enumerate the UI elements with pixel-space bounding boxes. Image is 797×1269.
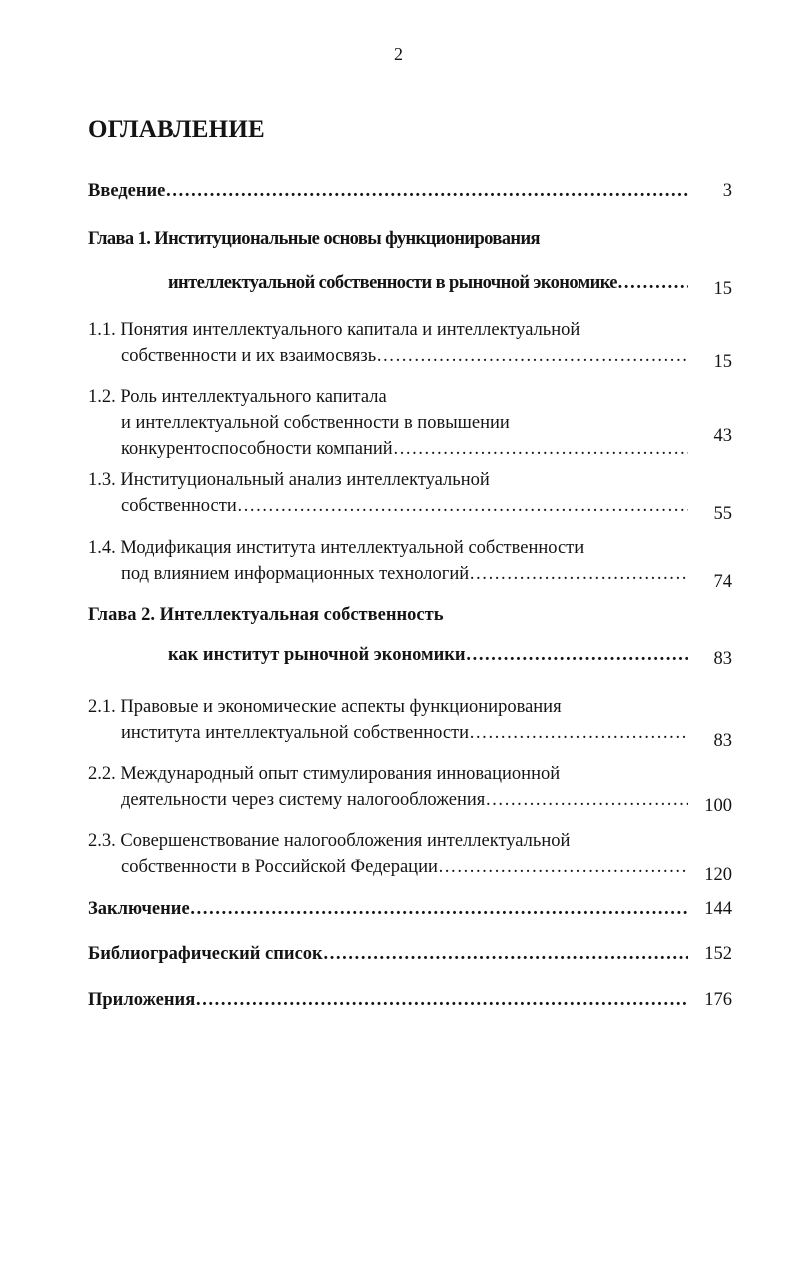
toc-page-number: 176 [704,990,732,1010]
toc-entry-text: собственности и их взаимосвязь ………………………………………………………………………………………………………………………………………………………………………………………… [121,343,688,369]
toc-entry-chapter-1[interactable] [88,226,732,299]
toc-page-number: 15 [713,352,732,372]
toc-entry-text: Глава 1. Институциональные основы функционирования [88,229,540,249]
toc-entry-bibliography[interactable] [88,941,732,967]
toc-entry-text: института интеллектуальной собственности ………………………………………………………………………………………………………………………………………………………………………………………… [121,720,688,746]
toc-entry-2-2[interactable] [88,761,732,816]
toc-entry-chapter-2[interactable] [88,602,732,668]
toc-entry-1-1[interactable] [88,317,732,372]
toc-entry-text: конкурентоспособности компаний ………………………………………………………………………………………………………………………………………………………………………………………… [121,436,688,462]
toc-entry-appendices[interactable] [88,987,732,1013]
toc-entry-text: интеллектуальной собственности в рыночной экономике ………………………………………………………………………………………………………………………………………………………………………………………… [168,270,688,296]
toc-entry-text: 2.2. Международный опыт стимулирования инновационной [88,764,561,784]
toc-entry-text: 1.1. Понятия интеллектуального капитала и интеллектуальной [88,320,581,340]
toc-entry-2-3[interactable] [88,828,732,885]
toc-entry-text: 2.1. Правовые и экономические аспекты функционирования [88,697,562,717]
toc-entry-text: 1.4. Модификация института интеллектуальной собственности [88,538,585,558]
toc-page-number: 83 [713,731,732,751]
toc-page-number: 83 [713,649,732,669]
toc-page-number: 74 [713,572,732,592]
toc-title: ОГЛАВЛЕНИЕ [88,116,265,143]
toc-entry-text: Глава 2. Интеллектуальная собственность [88,605,444,625]
toc-entry-intro[interactable] [88,178,732,204]
page-number: 2 [394,44,403,64]
toc-entry-text: Приложения ………………………………………………………………………………………………………………………………………………………………………………………… [88,987,688,1013]
toc-entry-text: 1.2. Роль интеллектуального капитала [88,387,387,407]
toc-entry-text: Библиографический список ………………………………………………………………………………………………………………………………………………………………………………………… [88,941,688,967]
toc-entry-text: деятельности через систему налогообложения ………………………………………………………………………………………………………………………………………………………………………………………… [121,787,688,813]
toc-page-number: 120 [704,865,732,885]
toc-entry-text: как институт рыночной экономики ………………………………………………………………………………………………………………………………………………………………………………………… [168,642,688,668]
toc-entry-text: Заключение ………………………………………………………………………………………………………………………………………………………………………………………… [88,896,688,922]
toc-entry-text: 2.3. Совершенствование налогообложения интеллектуальной [88,831,571,851]
toc-entry-1-2[interactable] [88,384,732,462]
toc-entry-text: 1.3. Институциональный анализ интеллектуальной [88,470,490,490]
toc-page-number: 15 [713,279,732,299]
toc-entry-2-1[interactable] [88,694,732,751]
toc-page-number: 100 [704,796,732,816]
toc-entry-text: собственности в Российской Федерации ………………………………………………………………………………………………………………………………………………………………………………………… [121,854,688,880]
toc-entry-text: под влиянием информационных технологий ………………………………………………………………………………………………………………………………………………………………………………………… [121,561,688,587]
toc-page-number: 43 [713,426,732,446]
toc-page-number: 55 [713,504,732,524]
toc-entry-1-4[interactable] [88,535,732,592]
toc-page-number: 3 [722,181,732,201]
toc-page-number: 152 [704,944,732,964]
toc-entry-1-3[interactable] [88,467,732,524]
toc-entry-text: Введение ………………………………………………………………………………………………………………………………………………………………………………………… [88,178,688,204]
toc-page-number: 144 [704,899,732,919]
toc-entry-conclusion[interactable] [88,896,732,922]
toc-entry-text: собственности ………………………………………………………………………………………………………………………………………………………………………………………… [121,493,688,519]
toc-entry-text: и интеллектуальной собственности в повышении [121,413,510,433]
